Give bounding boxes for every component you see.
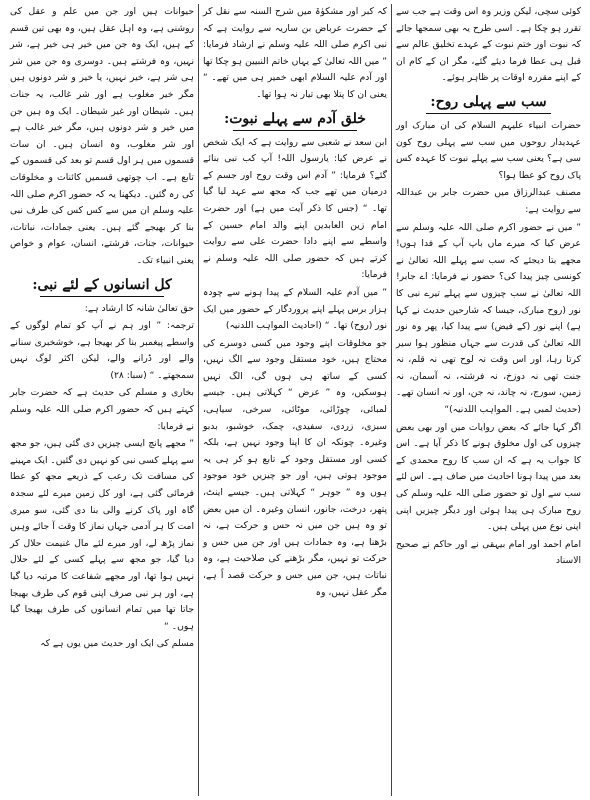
heading-text: خلق آدم سے پہلے نبوت: — [224, 110, 366, 127]
hadith-quote: ” مجھے پانچ ایسی چیزیں دی گئی ہیں، جو مجھ سے پہلے کسی نبی کو نہیں دی گئیں۔ ایک مہینے کی مسافت تک رعب کے ذریعے مجھ کو عطا فرمائی گئی ہے، اور کل زمین میرے لئے سجدہ گاہ اور پاک کرنے والی بنا دی گئی، سو میری امت کا ہر آدمی جہاں نماز کا وقت آ جائے وہیں نماز پڑھ لے، اور میرے لئے مال غنیمت حلال کر دیا گیا، جو مجھ سے پہلے کسی کے لئے حلال نہیں ہوا تھا، اور مجھے شفاعت کا مرتبہ دیا گیا ہے، اور ہر نبی صرف اپنی قوم کی طرف بھیجا جاتا تھا میں تمام انسانوں کی طرف بھیجا گیا ہوں۔ “ — [10, 438, 194, 632]
quran-translation: ترجمہ: ” اور ہم نے آپ کو تمام لوگوں کے واسطے پیغمبر بنا کر بھیجا ہے، خوشخبری سنانے والے اور ڈرانے والے، لیکن اکثر لوگ نہیں سمجھتے۔ “ (سبا: ۲۸) — [10, 320, 194, 381]
heading-text: سب سے پہلی روح: — [430, 93, 547, 110]
section-heading — [396, 91, 581, 114]
three-column-layout — [5, 4, 585, 796]
paragraph: کہ کبر اور مشکوٰۃ میں شرح السنہ سے نقل کر کے حضرت عرباض بن ساریہ سے روایت ہے کہ نبی اکرم صلی اللہ علیہ وسلم نے ارشاد فرمایا: ” میں اللہ تعالیٰ کے یہاں خاتم النبیین ہو چکا تھا اور آدم علیہ السلام ابھی خمیر ہی میں تھے۔ “ یعنی ان کا پتلا بھی تیار نہ ہوا تھا۔ — [203, 6, 387, 100]
heading-underline — [233, 130, 357, 131]
heading-text: کل انسانوں کے لئے نبی: — [32, 276, 172, 293]
paragraph: امام احمد اور امام بیہقی نے اور حاکم نے صحیح الاسناد — [396, 538, 581, 567]
paragraph: مسلم کی ایک اور حدیث میں یوں ہے کہ — [40, 638, 194, 650]
heading-underline — [40, 296, 164, 297]
hadith-quote: ” میں نے حضور اکرم صلی اللہ علیہ وسلم سے عرض کیا کہ میرے ماں باپ آپ کے فدا ہوں! مجھے بتا دیجئے کہ سب سے پہلے اللہ تعالیٰ نے کونسی چیز پیدا کی؟ حضور نے فرمایا: اے جابر! اللہ تعالیٰ نے سب چیزوں سے پہلے تیرے نبی کا نور (روح مبارک، جیسا کہ شارحین حدیث نے کہا ہے) اپنے نور (کے فیض) سے پیدا کیا، پھر وہ نور اللہ تعالیٰ کی قدرت سے جہاں منظور ہوا سیر کرتا رہا، اور اس وقت نہ لوح تھی نہ قلم، نہ جنت تھی نہ دوزخ، نہ فرشتہ، نہ آسمان، نہ زمین، سورج، نہ چاند، نہ جن، اور نہ انسان تھے۔ (حدیث لمبی ہے۔ المواہب اللدنیہ)“ — [396, 221, 581, 416]
paragraph: حضرات انبیاء علیہم السلام کی ان مبارک اور عہدیدار روحوں میں سب سے پہلی روح کون سی ہے؟ یعنی سب سے پہلے نبوت کا عہدہ کس پاک روح کو عطا ہوا؟ — [396, 119, 581, 181]
paragraph: اگر کہا جائے کہ بعض روایات میں اور بھی بعض چیزوں کی اول مخلوق ہونے کا ذکر آیا ہے۔ اس کا جواب یہ ہے کہ ان سب کا روح محمدی کے بعد میں پیدا ہونا احادیث میں صاف ہے۔ اس لئے سب سے اول تو حضور صلی اللہ علیہ وسلم کی روح مبارک ہی پیدا ہوئی اور دیگر چیزیں اپنی اپنی نوع میں پہلی ہیں۔ — [396, 421, 581, 533]
right-column — [392, 4, 585, 796]
section-heading — [10, 274, 194, 297]
paragraph: حق تعالیٰ شانہ کا ارشاد ہے: — [84, 302, 194, 314]
heading-underline — [426, 113, 551, 114]
paragraph: مصنف عبدالرزاق میں حضرت جابر بن عبداللہ سے روایت ہے: — [396, 187, 581, 215]
section-heading — [203, 108, 387, 131]
paragraph: کوئی سچی، لیکن وزیر وہ اس وقت ہے جب سے تقرر ہو چکا ہے۔ اسی طرح یہ بھی سمجھا جائے کہ نبوت اور ختم نبوت کے عہدے تخلیق عالم سے قبل ہی عطا فرما دیئے گئے، مگر ان کے کام ان کے اپنے مقررہ اوقات پر ظاہر ہوئے۔ — [396, 6, 581, 84]
paragraph: بخاری و مسلم کی حدیث ہے کہ حضرت جابر کہتے ہیں کہ حضور اکرم صلی اللہ علیہ وسلم نے فرمایا: — [10, 387, 194, 432]
middle-column — [199, 4, 392, 796]
left-column — [6, 4, 199, 796]
hadith-quote: ” میں آدم علیہ السلام کے پیدا ہونے سے چودہ ہزار برس پہلے اپنے پروردگار کے حضور میں ایک نور (روح) تھا۔ “ (احادیث المواہب اللدنیہ) — [203, 286, 387, 332]
paragraph: جو مخلوقات اپنے وجود میں کسی دوسرے کی محتاج ہیں، خود مستقل وجود سے الگ نہیں، کسی کے ساتھ ہی ہوں گی، الگ نہیں ہوسکیں، وہ ” عرض “ کہلاتی ہیں۔ جیسے لمبائی، چوڑائی، موٹائی، سرخی، سیاہی، سبزی، زردی، سفیدی، چمک، خوشبو، بدبو وغیرہ۔ چونکہ ان کا اپنا وجود نہیں ہے، بلکہ کسی اور مستقل وجود کے تابع ہو کر ہی یہ موجود ہوتی ہیں، اور جو چیزیں خود موجود ہوں وہ ” جوہر “ کہلاتی ہیں۔ جیسے اینٹ، پتھر، درخت، جانور، انسان وغیرہ۔ ان میں بعض تو وہ ہیں جن میں نہ حس و حرکت ہے، نہ بڑھنا ہے، وہ جمادات ہیں اور جن میں حس و حرکت تو نہیں، مگر بڑھنے کی صلاحیت ہے، وہ نباتات ہیں، جن میں حس و حرکت قصد اً ہے، مگر عقل نہیں، وہ — [203, 337, 387, 598]
paragraph: حیوانات ہیں اور جن میں علم و عقل کی روشنی ہے، وہ اہل عقل ہیں، وہ بھی تین قسم کے ہیں، ایک وہ جن میں خیر ہی خیر ہے، شر نہیں، وہ فرشتے ہیں۔ دوسری وہ جن میں شر ہی شر ہے، خیر نہیں، یا خیر و شر دونوں ہیں مگر خیر مغلوب ہے اور شر غالب، یہ جنات ہیں۔ شیطان اور غیر شیطان۔ ایک وہ ہیں جن میں خیر و شر دونوں ہیں، مگر خیر غالب ہے اور شر مغلوب، وہ انسان ہیں۔ ان سات قسموں میں ہر اول قسم تو بعد کی قسموں کے تابع ہے۔ اب چوتھی قسمیں کائنات و مخلوقات کی رہ گئیں۔ دیکھنا یہ کہ حضور اکرم صلی اللہ علیہ وسلم ان میں سے کس کس کی طرف نبی بنا کر بھیجے گئے ہیں۔ یعنی جمادات، نباتات، حیوانات، جنات، فرشتے، انسان، عوام و خواص یعنی انبیاء تک۔ — [10, 6, 194, 266]
paragraph: ابن سعد نے شعبی سے روایت ہے کہ ایک شخص نے عرض کیا: یارسول اللہ! آپ کب نبی بنائے گئے؟ فرمایا: ” آدم اس وقت روح اور جسم کے درمیان میں تھے جب کہ مجھ سے عہد لیا گیا تھا۔ “ (جس کا ذکر آیت میں ہے) اور حضرت امام زین العابدین اپنے والد امام حسین کے واسطے سے اپنے دادا حضرت علی سے روایت کرتے ہیں کہ حضور صلی اللہ علیہ وسلم نے فرمایا: — [203, 136, 387, 281]
